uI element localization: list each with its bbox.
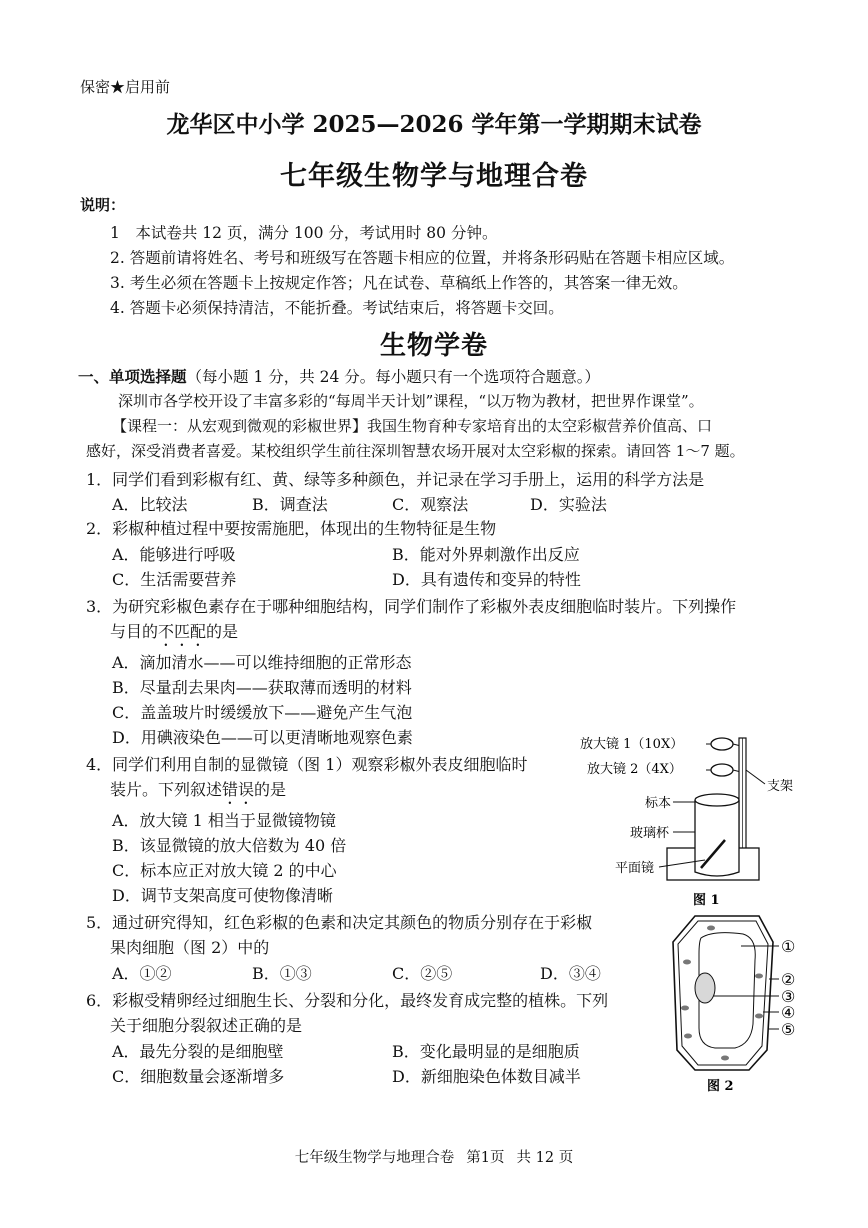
intro-paragraph: 深圳市各学校开设了丰富多彩的“每周半天计划”课程，“以万物为教材，把世界作课堂”。 <box>118 392 704 410</box>
glass-cup-rim <box>695 794 739 806</box>
question-4-option-b: B．该显微镜的放大倍数为 40 倍 <box>112 836 347 855</box>
question-4-stem-post: 的是 <box>254 780 287 799</box>
question-2-option-b: B．能对外界刺激作出反应 <box>392 545 580 564</box>
figure-1-caption: 图 1 <box>693 893 720 908</box>
question-3-option-b: B．尽量刮去果肉——获取薄而透明的材料 <box>112 678 412 697</box>
question-3-stem-pre: 与目的 <box>110 622 159 641</box>
question-1-stem: 1．同学们看到彩椒有红、黄、绿等多种颜色，并记录在学习手册上，运用的科学方法是 <box>86 470 705 489</box>
question-3-emphasis: 不匹配 <box>158 622 207 641</box>
footer-total: 共 12 页 <box>516 1150 574 1166</box>
cell-label-3: ③ <box>781 987 796 1006</box>
figure-2-caption: 图 2 <box>707 1079 734 1094</box>
question-5-stem-line2: 果肉细胞（图 2）中的 <box>110 938 270 957</box>
label-lens-2: 放大镜 2（4X） <box>587 762 682 777</box>
figure-2-plant-cell <box>655 912 805 1094</box>
question-3-option-d: D．用碘液染色——可以更清晰地观察色素 <box>112 728 413 747</box>
question-1-option-d: D．实验法 <box>530 495 607 514</box>
section-label: 一、单项选择题 <box>78 367 187 386</box>
question-5-stem: 5．通过研究得知，红色彩椒的色素和决定其颜色的物质分别存在于彩椒 <box>86 913 593 932</box>
question-6-option-a: A．最先分裂的是细胞壁 <box>112 1042 284 1061</box>
label-lens-1: 放大镜 1（10X） <box>580 737 684 752</box>
note-item: 3. 考生必须在答题卡上按规定作答；凡在试卷、草稿纸上作答的，其答案一律无效。 <box>110 274 688 292</box>
biology-section-title: 生物学卷 <box>379 331 488 361</box>
question-2-stem: 2．彩椒种植过程中要按需施肥，体现出的生物特征是生物 <box>86 519 497 538</box>
question-2-option-a: A．能够进行呼吸 <box>112 545 236 564</box>
cell-label-2: ② <box>781 970 796 989</box>
note-item: 4. 答题卡必须保持清洁，不能折叠。考试结束后，将答题卡交回。 <box>110 299 564 317</box>
cell-label-5: ⑤ <box>781 1020 796 1039</box>
chloroplast-dot <box>681 1006 689 1011</box>
label-stand: 支架 <box>767 779 794 794</box>
question-4-stem-line2 <box>110 777 286 808</box>
question-3-stem: 3．为研究彩椒色素存在于哪种细胞结构，同学们制作了彩椒外表皮细胞临时装片。下列操作 <box>86 597 737 616</box>
question-2-option-d: D．具有遗传和变异的特性 <box>392 570 581 589</box>
question-6-stem-line2: 关于细胞分裂叙述正确的是 <box>110 1016 303 1035</box>
question-6-option-b: B．变化最明显的是细胞质 <box>392 1042 580 1061</box>
question-3-option-a: A．滴加清水——可以维持细胞的正常形态 <box>112 653 412 672</box>
question-5-option-b: B．①③ <box>252 964 312 983</box>
glass-cup-shape <box>695 800 739 876</box>
question-3-stem-line2 <box>110 619 238 650</box>
exam-title: 龙华区中小学 2025—2026 学年第一学期期末试卷 <box>166 111 702 138</box>
label-specimen: 标本 <box>645 796 672 811</box>
question-6-option-c: C．细胞数量会逐渐增多 <box>112 1067 285 1086</box>
question-4-option-a: A．放大镜 1 相当于显微镜物镜 <box>112 811 336 830</box>
cell-label-1: ① <box>781 937 796 956</box>
question-5-option-d: D．③④ <box>540 964 601 983</box>
question-1-option-b: B．调查法 <box>252 495 328 514</box>
chloroplast-dot <box>755 1014 763 1019</box>
question-6-stem: 6．彩椒受精卵经过细胞生长、分裂和分化，最终发育成完整的植株。下列 <box>86 991 609 1010</box>
question-6-option-d: D．新细胞染色体数目减半 <box>392 1067 581 1086</box>
question-3-stem-post: 的是 <box>206 622 239 641</box>
question-5-option-a: A．①② <box>112 964 172 983</box>
figure-1-microscope <box>575 730 800 910</box>
label-glass: 玻璃杯 <box>630 826 670 841</box>
nucleus-shape <box>695 973 715 1003</box>
notes-heading: 说明： <box>80 196 126 214</box>
footer-title: 七年级生物学与地理合卷 <box>294 1150 455 1166</box>
question-4-stem: 4．同学们利用自制的显微镜（图 1）观察彩椒外表皮细胞临时 <box>86 755 528 774</box>
confidential-mark: 保密★启用前 <box>80 78 171 96</box>
cell-label-4: ④ <box>781 1003 796 1022</box>
exam-subtitle: 七年级生物学与地理合卷 <box>280 161 588 192</box>
stand-leader <box>746 770 765 784</box>
footer-page: 第1页 <box>466 1150 505 1166</box>
lens-1-shape <box>711 738 733 750</box>
question-4-option-d: D．调节支架高度可使物像清晰 <box>112 886 333 905</box>
page-footer <box>0 1146 868 1167</box>
question-3-option-c: C．盖盖玻片时缓缓放下——避免产生气泡 <box>112 703 413 722</box>
section-heading <box>78 365 600 387</box>
note-item: 2. 答题前请将姓名、考号和班级写在答题卡相应的位置，并将条形码贴在答题卡相应区域。 <box>110 249 735 267</box>
question-2-option-c: C．生活需要营养 <box>112 570 237 589</box>
course-paragraph-line: 【课程一：从宏观到微观的彩椒世界】我国生物育种专家培育出的太空彩椒营养价值高、口 <box>112 417 713 435</box>
chloroplast-dot <box>683 960 691 965</box>
chloroplast-dot <box>721 1056 729 1061</box>
chloroplast-dot <box>755 974 763 979</box>
question-1-option-a: A．比较法 <box>112 495 188 514</box>
label-mirror: 平面镜 <box>615 861 655 876</box>
lens-2-shape <box>711 764 733 776</box>
question-1-option-c: C．观察法 <box>392 495 469 514</box>
course-paragraph-line: 感好，深受消费者喜爱。某校组织学生前往深圳智慧农场开展对太空彩椒的探索。请回答 1～7 题。 <box>86 442 745 460</box>
chloroplast-dot <box>707 926 715 931</box>
chloroplast-dot <box>684 1034 692 1039</box>
question-4-option-c: C．标本应正对放大镜 2 的中心 <box>112 861 337 880</box>
question-4-stem-pre: 装片。下列叙述 <box>110 780 223 799</box>
question-5-option-c: C．②⑤ <box>392 964 453 983</box>
section-description: （每小题 1 分，共 24 分。每小题只有一个选项符合题意。） <box>186 368 601 386</box>
note-item: 1 本试卷共 12 页，满分 100 分，考试用时 80 分钟。 <box>110 224 498 242</box>
question-4-emphasis: 错误 <box>222 780 255 799</box>
